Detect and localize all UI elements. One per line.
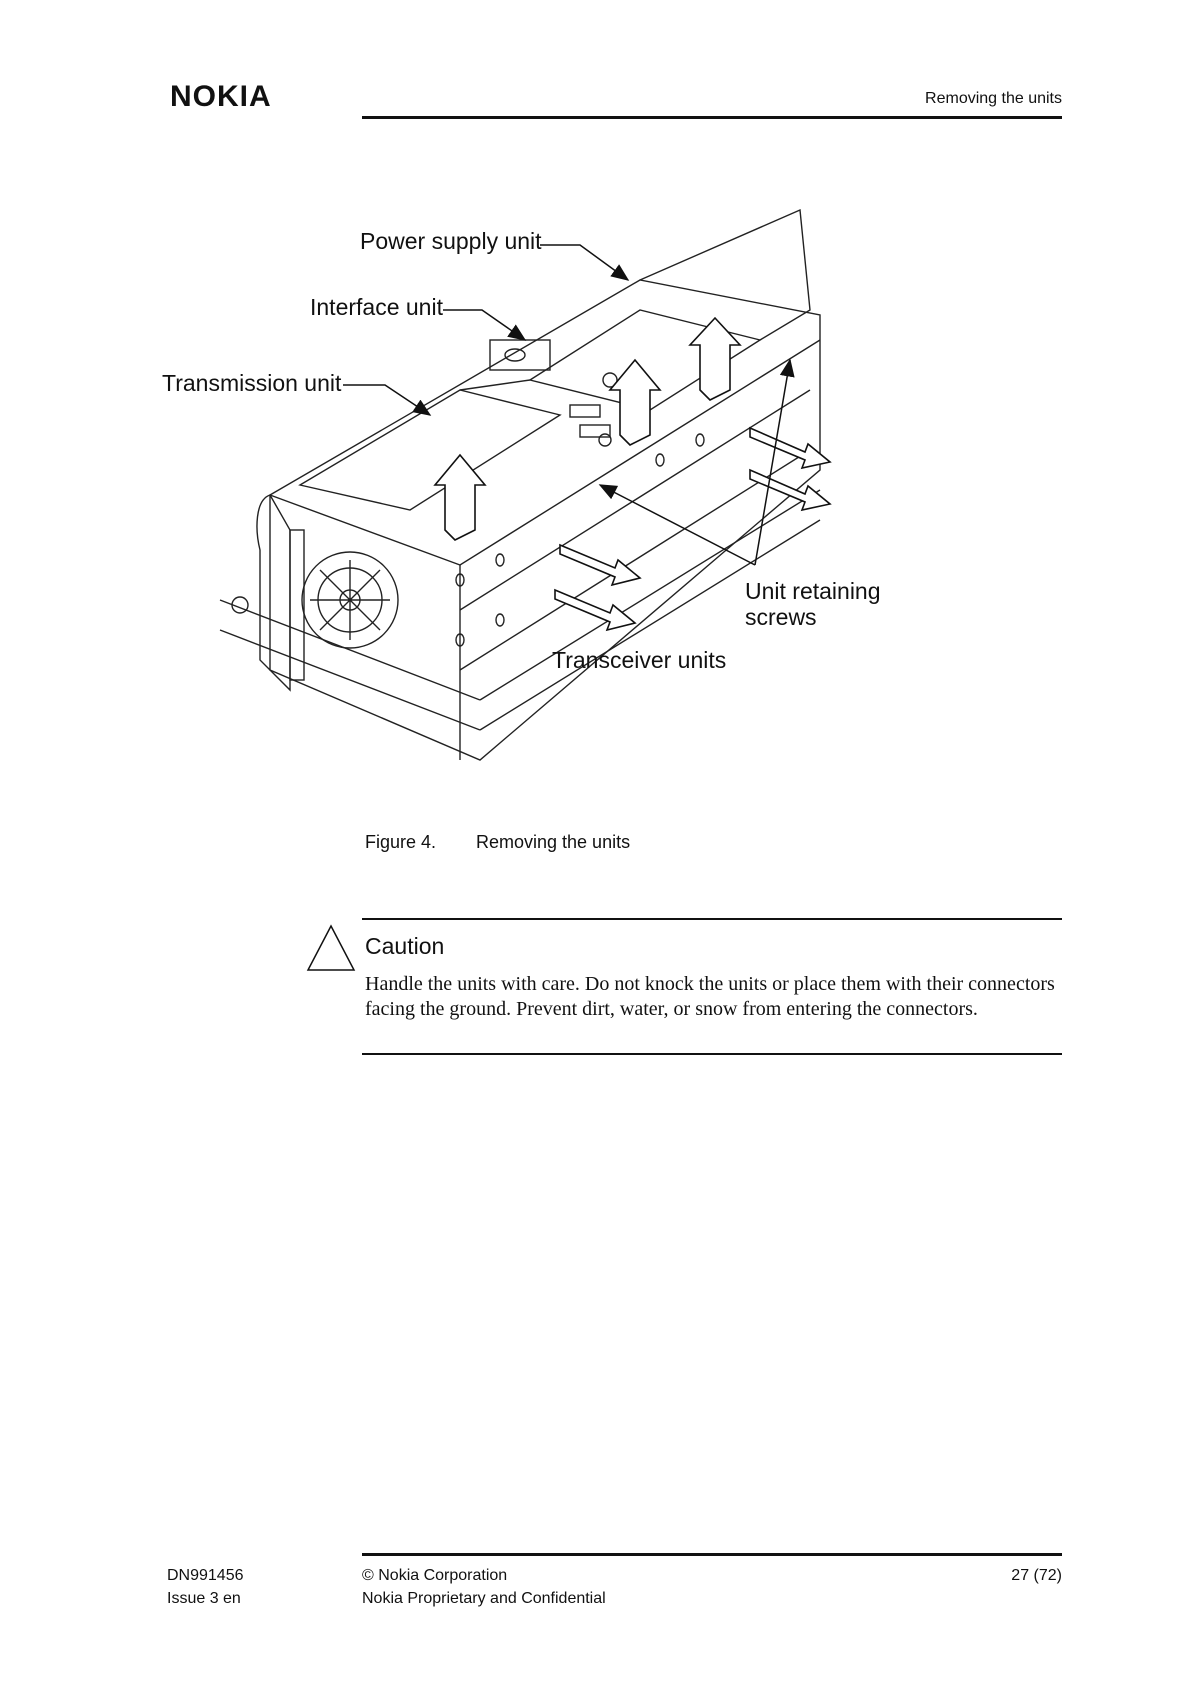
label-transmission-unit: Transmission unit	[162, 370, 342, 396]
page-number: 27 (72)	[1011, 1567, 1062, 1584]
figure-title: Removing the units	[476, 832, 631, 852]
unit-illustration	[160, 200, 920, 800]
label-interface-unit: Interface unit	[310, 294, 443, 320]
figure-caption	[365, 832, 630, 853]
footer-rule	[362, 1553, 1062, 1556]
caution-bottom-rule	[362, 1053, 1062, 1055]
label-unit-retaining-screws-line1: Unit retaining	[745, 578, 881, 604]
warning-triangle-icon	[306, 924, 356, 974]
copyright: © Nokia Corporation	[362, 1567, 508, 1584]
issue: Issue 3 en	[167, 1590, 241, 1607]
nokia-logo: NOKIA	[170, 80, 272, 113]
label-power-supply-unit: Power supply unit	[360, 228, 542, 254]
caution-body: Handle the units with care. Do not knock the units or place them with their connectors facing the ground. Prevent dirt, water, or snow from entering the connectors.	[365, 973, 1055, 1020]
caution-title: Caution	[365, 933, 445, 959]
caution-top-rule	[362, 918, 1062, 920]
header-rule	[362, 116, 1062, 119]
label-transceiver-units: Transceiver units	[552, 647, 727, 673]
figure-number: Figure 4.	[365, 832, 437, 852]
doc-id: DN991456	[167, 1567, 244, 1584]
running-title: Removing the units	[925, 90, 1062, 107]
label-unit-retaining-screws-line2: screws	[745, 604, 817, 630]
footer-left	[167, 1564, 244, 1610]
confidentiality: Nokia Proprietary and Confidential	[362, 1590, 606, 1607]
footer-center	[362, 1564, 606, 1610]
figure-removing-units	[160, 200, 920, 800]
